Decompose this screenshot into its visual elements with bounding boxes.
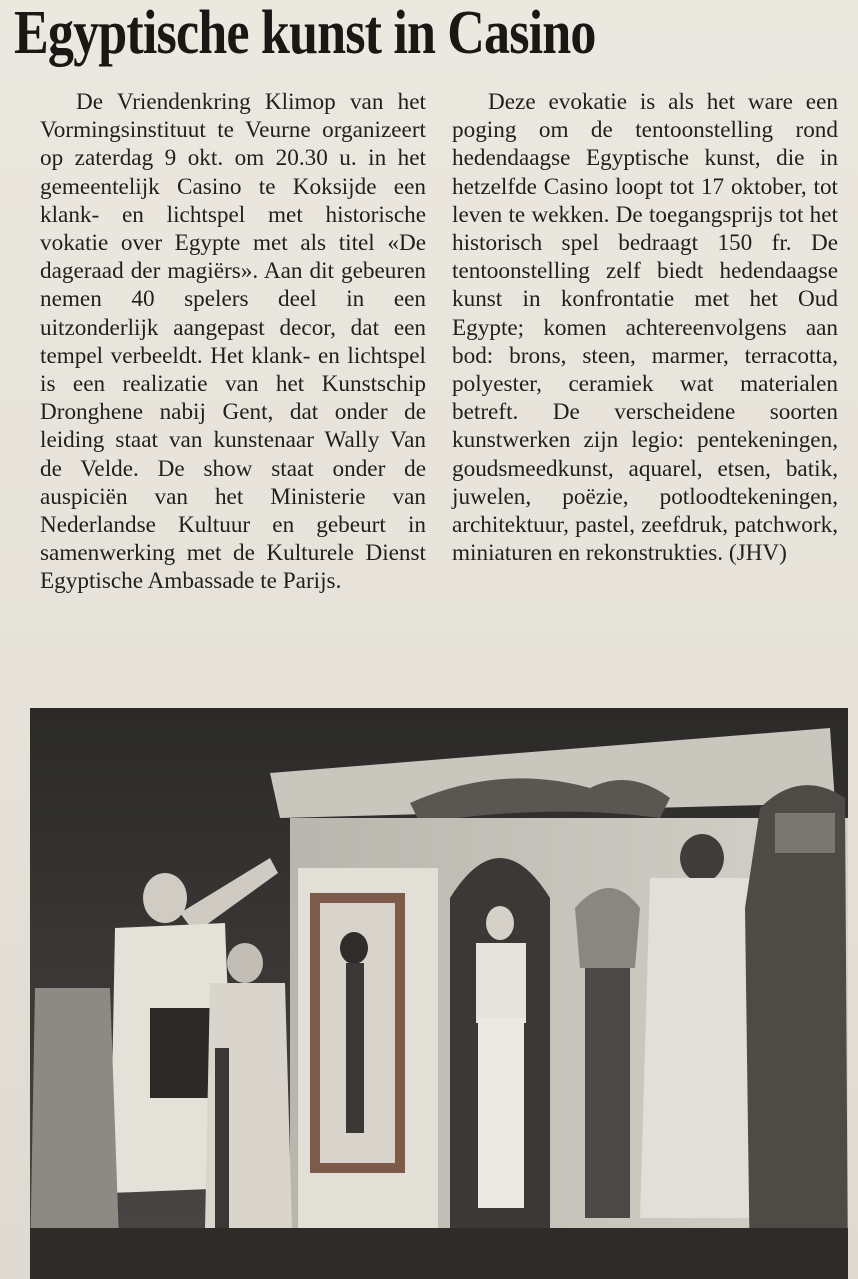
photo-illustration [30,708,848,1279]
stage-floor [30,1228,848,1279]
pharaoh-headdress [575,888,640,968]
headline: Egyptische kunst in Casino [14,0,596,67]
performer-white-robe [478,1018,524,1208]
paragraph: De Vriendenkring Klimop van het Vormingsinstituut te Veurne organizeert op zaterdag 9 okt. om 20.30 u. in het gemeentelijk Casino te Koksijde een klank- en lichtspel met historische vokatie over Egypte met als titel «De dageraad der magiërs». Aan dit gebeuren nemen 40 spelers deel in een uitzonderlijk aangepast decor, dat een tempel verbeeldt. Het klank- en lichtspel is een realizatie van het Kunstschip Dronghene nabij Gent, dat onder de leiding staat van kunstenaar Wally Van de Velde. De show staat onder de auspiciën van het Ministerie van Nederlandse Kultuur en gebeurt in samenwerking met de Kulturele Dienst Egyptische Ambassade te Parijs. [40,89,426,595]
performer-far-left [30,988,120,1268]
egyptian-statue [745,785,848,1279]
paragraph: Deze evokatie is als het ware een poging om de tentoonstelling rond hedendaagse Egyptische kunst, die in hetzelfde Casino loopt tot 17 oktober, tot leven te wekken. De toegangsprijs tot het historisch spel bedraagt 150 fr. De tentoonstelling zelf biedt hedendaagse kunst in konfrontatie met het Oud Egypte; komen achtereenvolgens aan bod: brons, steen, marmer, terracotta, polyester, ceramiek wat materialen betreft. De verscheidene soorten kunstwerken zijn legio: pentekeningen, goudsmeedkunst, aquarel, etsen, batik, juwelen, poëzie, potloodtekeningen, architektuur, pastel, zeefdruk, patchwork, miniaturen en rekonstrukties. (JHV) [452,89,838,567]
article-column-left [40,88,426,596]
article-column-right [452,88,838,567]
stage-photograph [30,708,848,1279]
